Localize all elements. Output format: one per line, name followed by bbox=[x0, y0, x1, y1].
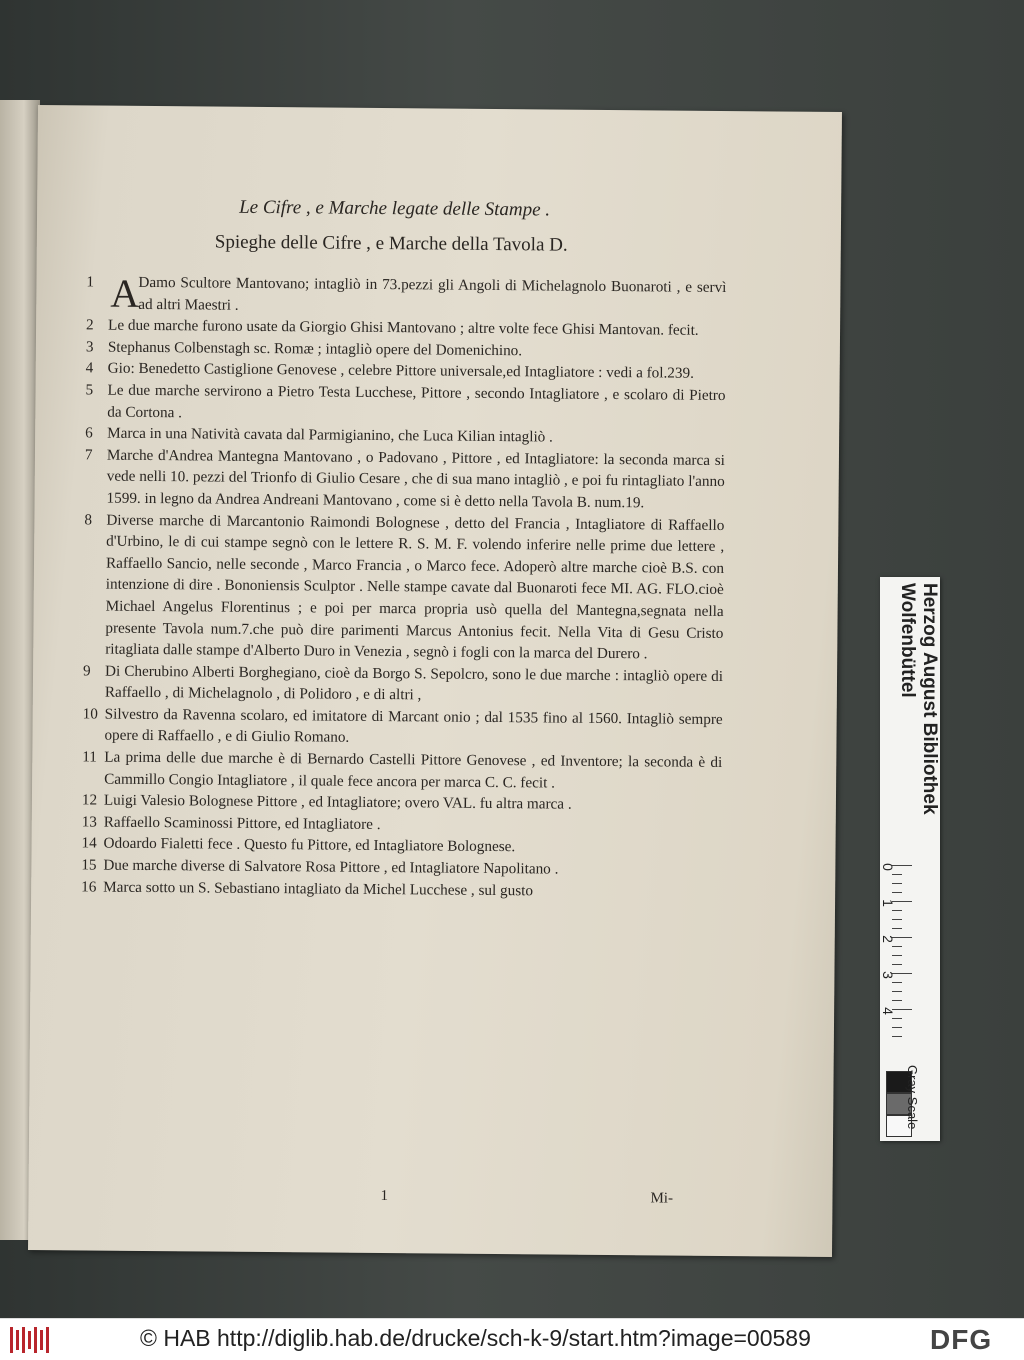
hab-logo-icon bbox=[10, 1327, 50, 1353]
scale-tick bbox=[892, 910, 902, 911]
entry-number: 5 bbox=[85, 381, 94, 399]
entry-number: 6 bbox=[85, 424, 93, 442]
scale-tick bbox=[892, 919, 902, 920]
drop-cap: A bbox=[110, 270, 140, 316]
scale-tick bbox=[892, 982, 902, 983]
page-footer bbox=[78, 1185, 718, 1215]
entry-number: 4 bbox=[85, 359, 94, 377]
catchword: Mi- bbox=[650, 1190, 674, 1207]
entry-number: 1 bbox=[86, 273, 95, 291]
entry-text: Raffaello Scaminossi Pittore, ed Intagliatore . bbox=[103, 813, 381, 833]
entry-number: 3 bbox=[85, 338, 94, 356]
scale-number: 3 bbox=[879, 971, 896, 979]
entry-number: 11 bbox=[82, 748, 98, 766]
scale-tick bbox=[892, 1027, 902, 1028]
scale-tick bbox=[892, 1036, 902, 1037]
entry-text: Luigi Valesio Bolognese Pittore , ed Intagliatore; overo VAL. fu altra marca . bbox=[103, 791, 572, 813]
scale-tick bbox=[892, 964, 902, 965]
entry-number: 9 bbox=[82, 662, 91, 680]
entry-text: Le due marche servirono a Pietro Testa Lucchese, Pittore , secondo Intagliatore , e scolaro di Pietro da Cortona . bbox=[107, 381, 726, 421]
library-label bbox=[880, 577, 940, 837]
entry-text: Silvestro da Ravenna scolaro, ed imitatore di Marcant onio ; dal 1535 fino al 1560. Intagliò sempre opere di Raffaello , e di Giulio Romano. bbox=[104, 705, 723, 747]
entry-text: Damo Scultore Mantovano; intagliò in 73.pezzi gli Angoli di Michelagnolo Buonaroti , e servì ad altri Maestri . bbox=[138, 273, 727, 314]
running-title: Le Cifre , e Marche legate delle Stampe . bbox=[239, 196, 551, 221]
entry-number: 16 bbox=[81, 878, 97, 896]
entry-text: Gio: Benedetto Castiglione Genovese , celebre Pittore universale,ed Intagliatore : vedi a fol.239. bbox=[107, 359, 694, 383]
list-item bbox=[85, 379, 725, 428]
scale-number: 2 bbox=[879, 935, 896, 943]
entry-text: Marca in una Natività cavata dal Parmigianino, che Luca Kilian intagliò . bbox=[107, 424, 553, 446]
list-item bbox=[86, 271, 726, 320]
scale-number: 0 bbox=[879, 863, 896, 871]
scale-tick bbox=[892, 1018, 902, 1019]
scale-tick bbox=[892, 928, 902, 929]
entry-text: La prima delle due marche è di Bernardo Castelli Pittore Genovese , ed Inventore; la seconda è di Cammillo Congio Intagliatore , il quale fece ancora per marca C. C. fecit . bbox=[104, 748, 723, 792]
scale-tick bbox=[892, 946, 902, 947]
reference-card bbox=[880, 577, 940, 1141]
list-item bbox=[82, 746, 722, 795]
scale-tick bbox=[892, 883, 902, 884]
scale-tick bbox=[892, 955, 902, 956]
footer-bar bbox=[0, 1318, 1024, 1360]
scale-tick bbox=[892, 1000, 902, 1001]
signature-mark: 1 bbox=[380, 1188, 389, 1205]
scale-tick bbox=[892, 991, 902, 992]
entry-number: 2 bbox=[86, 316, 94, 334]
list-item bbox=[81, 876, 721, 903]
gray-scale-label: Gray Scale bbox=[905, 1065, 920, 1130]
list-item bbox=[84, 444, 725, 514]
entry-number: 15 bbox=[81, 856, 97, 874]
entry-number: 12 bbox=[81, 791, 98, 809]
source-link[interactable]: © HAB http://diglib.hab.de/drucke/sch-k-9/start.htm?image=00589 bbox=[140, 1325, 811, 1351]
dfg-logo: DFG bbox=[930, 1324, 993, 1355]
entry-number: 7 bbox=[84, 446, 93, 464]
scale-tick bbox=[892, 874, 902, 875]
entry-list bbox=[81, 271, 726, 903]
library-name: Herzog August Bibliothek bbox=[919, 583, 940, 815]
scale-tick bbox=[892, 892, 902, 893]
book-page bbox=[28, 105, 842, 1257]
list-item bbox=[82, 703, 722, 752]
entry-number: 14 bbox=[81, 834, 97, 852]
entry-text: Marche d'Andrea Mantegna Mantovano , o Padovano , Pittore , ed Intagliatore: la seconda marca si vede nelli 10. pezzi del Trionfo di Giulio Cesare , che di sua mano intagliò , e poi fu rintagliato l'anno 1599. in legno da Andrea Andreani Mantovano , come si è detto nella Tavola B. num.19. bbox=[106, 446, 726, 512]
entry-text: Diverse marche di Marcantonio Raimondi Bolognese , detto del Francia , Intagliatore di Raffaello d'Urbino, le di cui stampe segnò con le lettere R. S. M. F. volendo inferire nelle prime due lettere , Raffaello Sancio, nelle seconde , Marco Francia , o Marco fece. Adoperò altre marche cioè B.S. con intenzione di dire . Bononiensis Sculptor . Nelle stampe cavate dal Buonaroti fece MI. AG. FLO.cioè Michael Angelus Florentinus ; e poi per marca propria usò quella del Mantegna,segnata nella presente Tavola num.7.che può dire parimenti Marcus Antonius fecit. Nella Vita di Gesu Cristo ritagliata dalle stampe d'Alberto Duro in Venezia , segnò i fogli con la marca del Durero . bbox=[105, 511, 725, 663]
scale-number: 1 bbox=[879, 899, 896, 907]
entry-text: Stephanus Colbenstagh sc. Romæ ; intagliò opere del Domenichino. bbox=[107, 338, 523, 360]
library-city: Wolfenbüttel bbox=[897, 583, 918, 698]
list-item bbox=[83, 509, 724, 666]
entry-text: Odoardo Fialetti fece . Questo fu Pittore, ed Intagliatore Bolognese. bbox=[103, 835, 516, 856]
entry-text: Le due marche furono usate da Giorgio Ghisi Mantovano ; altre volte fece Ghisi Mantovan. fecit. bbox=[108, 316, 699, 339]
entry-text: Di Cherubino Alberti Borghegiano, cioè da Borgo S. Sepolcro, sono le due marche : intagliò opere di Raffaello , di Michelagnolo , di Polidoro , e di altri , bbox=[104, 662, 724, 704]
entry-text: Due marche diverse di Salvatore Rosa Pittore , ed Intagliatore Napolitano . bbox=[103, 856, 559, 878]
scale-number: 4 bbox=[879, 1007, 896, 1015]
entry-number: 8 bbox=[84, 510, 93, 529]
entry-number: 10 bbox=[82, 705, 98, 723]
entry-text: Marca sotto un S. Sebastiano intagliato da Michel Lucchese , sul gusto bbox=[103, 878, 534, 899]
page-heading: Spieghe delle Cifre , e Marche della Tavola D. bbox=[214, 231, 568, 256]
entry-number: 13 bbox=[81, 813, 98, 831]
list-item bbox=[83, 660, 723, 709]
centimeter-scale bbox=[880, 865, 940, 1141]
page-content bbox=[78, 185, 727, 1231]
